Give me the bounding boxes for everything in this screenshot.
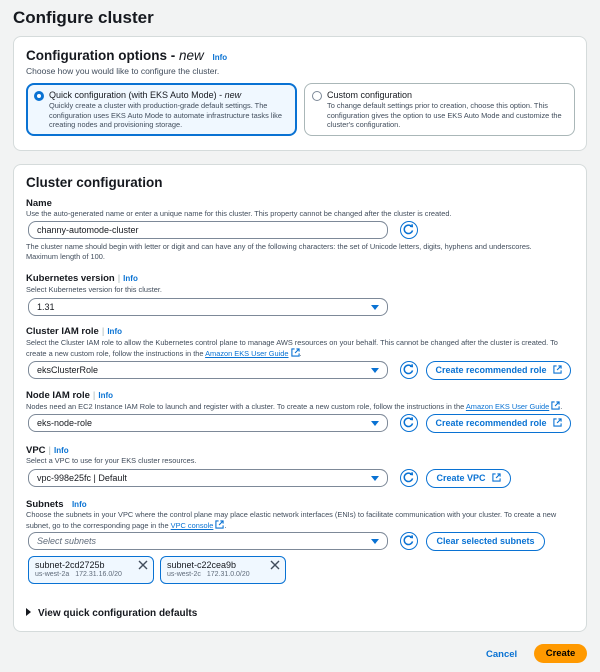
name-label: Name bbox=[26, 198, 52, 209]
cluster-role-refresh-button[interactable] bbox=[400, 361, 418, 379]
kubernetes-version-value: 1.31 bbox=[37, 302, 55, 312]
custom-configuration-option[interactable] bbox=[304, 83, 575, 136]
amazon-eks-user-guide-link[interactable]: Amazon EKS User Guide bbox=[205, 349, 289, 358]
subnet-token bbox=[160, 556, 286, 584]
subnets-description-line-1: Choose the subnets in your VPC where the control plane may place elastic network interfaces (ENIs) to facilitate communication with your cluster. To create a new bbox=[26, 510, 557, 519]
vpc-value: vpc-998e25fc | Default bbox=[37, 473, 127, 483]
cluster-iam-role-label: Cluster IAM role | Info bbox=[26, 326, 122, 337]
vpc-select[interactable] bbox=[28, 469, 388, 487]
node-iam-role-label: Node IAM role | Info bbox=[26, 390, 114, 401]
refresh-icon bbox=[401, 533, 416, 548]
cluster-configuration-heading: Cluster configuration bbox=[26, 175, 163, 190]
configuration-options-info-link[interactable]: Info bbox=[212, 53, 228, 62]
node-iam-role-info-link[interactable]: Info bbox=[98, 391, 114, 400]
cluster-name-input[interactable]: channy-automode-cluster bbox=[28, 221, 388, 239]
configuration-options-description: Choose how you would like to configure the cluster. bbox=[26, 66, 220, 76]
create-vpc-button[interactable] bbox=[426, 469, 511, 488]
node-iam-role-description-text: Nodes need an EC2 Instance IAM Role to launch and register with a cluster. To create a new custom role, follow the instructions in the bbox=[26, 402, 465, 411]
name-hint-line-1: The cluster name should begin with letter or digit and can have any of the following characters: the set of Unicode letters, digits, hyphens and underscores. bbox=[26, 242, 532, 251]
refresh-icon bbox=[401, 470, 416, 485]
caret-down-icon bbox=[371, 476, 379, 481]
node-iam-role-description: Nodes need an EC2 Instance IAM Role to launch and register with a cluster. To create a new custom role, follow the instructions in the Amazon EKS User Guide . bbox=[26, 402, 563, 411]
external-link-icon bbox=[492, 473, 501, 482]
cluster-iam-role-description bbox=[26, 338, 581, 359]
subnets-description bbox=[26, 510, 586, 531]
page-title: Configure cluster bbox=[13, 8, 154, 27]
kubernetes-version-label-text: Kubernetes version bbox=[26, 273, 115, 284]
amazon-eks-user-guide-link[interactable]: Amazon EKS User Guide bbox=[465, 402, 550, 411]
create-recommended-cluster-role-label: Create recommended role bbox=[435, 365, 547, 375]
cluster-iam-role-description-text: create a new custom role, follow the instructions in the bbox=[26, 349, 204, 358]
subnet-token-name: subnet-2cd2725b bbox=[35, 560, 105, 570]
subnet-token-az: us-west-2c bbox=[167, 571, 201, 578]
refresh-icon bbox=[401, 415, 416, 430]
configuration-options-title-new: new bbox=[178, 48, 204, 63]
quick-configuration-title-new: new bbox=[224, 90, 242, 100]
cancel-button[interactable]: Cancel bbox=[486, 649, 518, 660]
subnets-label bbox=[26, 499, 87, 510]
subnets-description-text: subnet, go to the corresponding page in the bbox=[26, 521, 169, 530]
caret-down-icon bbox=[371, 539, 379, 544]
subnets-refresh-button[interactable] bbox=[400, 532, 418, 550]
create-recommended-node-role-label: Create recommended role bbox=[435, 418, 547, 428]
subnets-info-link[interactable]: Info bbox=[71, 500, 87, 509]
configuration-options-heading bbox=[26, 48, 227, 63]
subnet-token-meta bbox=[167, 571, 279, 578]
quick-configuration-option[interactable] bbox=[26, 83, 297, 136]
name-description: Use the auto-generated name or enter a unique name for this cluster. This property cannot be changed after the cluster is created. bbox=[26, 209, 452, 218]
vpc-info-link[interactable]: Info bbox=[54, 446, 69, 455]
create-vpc-label: Create VPC bbox=[436, 473, 486, 483]
quick-configuration-title bbox=[49, 90, 288, 100]
custom-configuration-title: Custom configuration bbox=[327, 90, 413, 100]
cluster-iam-role-value: eksClusterRole bbox=[37, 365, 99, 375]
cluster-iam-role-select[interactable] bbox=[28, 361, 388, 379]
cluster-configuration-panel bbox=[13, 164, 587, 632]
kubernetes-version-description: Select Kubernetes version for this cluster. bbox=[26, 285, 162, 294]
name-refresh-button[interactable] bbox=[400, 221, 418, 239]
external-link-icon bbox=[215, 520, 224, 529]
subnet-token-cidr: 172.31.0.0/20 bbox=[206, 571, 250, 578]
custom-configuration-description: To change default settings prior to creation, choose this option. This configuration gives the option to use EKS Auto Mode and customize the cluster's configuration. bbox=[327, 101, 562, 129]
expander-label: View quick configuration defaults bbox=[38, 608, 198, 619]
subnet-token-name: subnet-c22cea9b bbox=[167, 560, 237, 570]
caret-down-icon bbox=[371, 421, 379, 426]
quick-configuration-radio[interactable] bbox=[34, 91, 44, 101]
create-recommended-node-role-button[interactable] bbox=[426, 414, 571, 433]
clear-selected-subnets-button[interactable]: Clear selected subnets bbox=[426, 532, 545, 551]
external-link-icon bbox=[553, 365, 562, 374]
subnets-label-text: Subnets bbox=[26, 499, 64, 510]
kubernetes-version-label: Kubernetes version | Info bbox=[26, 273, 138, 284]
configuration-options-panel bbox=[13, 36, 587, 151]
vpc-label-text: VPC bbox=[26, 445, 46, 456]
quick-configuration-description: Quickly create a cluster with production-grade default settings. The configuration uses EKS Auto Mode to automate infrastructure tasks like creating nodes and provisioning storage. bbox=[49, 101, 282, 129]
view-quick-configuration-defaults-expander[interactable] bbox=[26, 608, 197, 619]
node-iam-role-value: eks-node-role bbox=[37, 418, 93, 428]
name-hint-line-2: Maximum length of 100. bbox=[26, 252, 105, 261]
cluster-iam-role-description-line-2: create a new custom role, follow the instructions in the Amazon EKS User Guide . bbox=[26, 349, 302, 358]
cluster-iam-role-info-link[interactable]: Info bbox=[107, 327, 122, 336]
create-recommended-cluster-role-button[interactable] bbox=[426, 361, 571, 380]
subnets-placeholder: Select subnets bbox=[37, 536, 97, 546]
external-link-icon bbox=[551, 401, 560, 410]
kubernetes-version-info-link[interactable]: Info bbox=[123, 274, 138, 283]
node-iam-role-select[interactable] bbox=[28, 414, 388, 432]
external-link-icon bbox=[291, 348, 300, 357]
subnet-token bbox=[28, 556, 154, 584]
create-button[interactable]: Create bbox=[534, 644, 587, 663]
caret-right-icon bbox=[26, 608, 31, 616]
cluster-iam-role-label-text: Cluster IAM role bbox=[26, 326, 99, 337]
custom-configuration-radio[interactable] bbox=[312, 91, 322, 101]
external-link-icon bbox=[553, 418, 562, 427]
kubernetes-version-select[interactable] bbox=[28, 298, 388, 316]
subnet-token-cidr: 172.31.16.0/20 bbox=[75, 571, 122, 578]
vpc-console-link[interactable]: VPC console bbox=[170, 521, 214, 530]
subnets-select[interactable] bbox=[28, 532, 388, 550]
subnet-token-az: us-west-2a bbox=[35, 571, 70, 578]
subnets-description-line-2: subnet, go to the corresponding page in the VPC console . bbox=[26, 521, 227, 530]
close-icon[interactable] bbox=[138, 560, 148, 570]
cluster-iam-role-description-line-1: Select the Cluster IAM role to allow the Kubernetes control plane to manage AWS resources on your behalf. This cannot be changed after the cluster is created. To bbox=[26, 338, 558, 347]
vpc-label: VPC | Info bbox=[26, 445, 69, 456]
refresh-icon bbox=[401, 362, 416, 377]
node-iam-role-label-text: Node IAM role bbox=[26, 390, 90, 401]
subnet-token-meta bbox=[35, 571, 147, 578]
caret-down-icon bbox=[371, 368, 379, 373]
close-icon[interactable] bbox=[270, 560, 280, 570]
vpc-refresh-button[interactable] bbox=[400, 469, 418, 487]
refresh-icon bbox=[401, 222, 416, 237]
node-role-refresh-button[interactable] bbox=[400, 414, 418, 432]
quick-configuration-title-text: Quick configuration (with EKS Auto Mode) - bbox=[49, 90, 225, 100]
name-constraint-hint bbox=[26, 242, 532, 262]
caret-down-icon bbox=[371, 305, 379, 310]
vpc-description: Select a VPC to use for your EKS cluster resources. bbox=[26, 456, 197, 465]
configuration-options-title: Configuration options - bbox=[26, 48, 179, 63]
